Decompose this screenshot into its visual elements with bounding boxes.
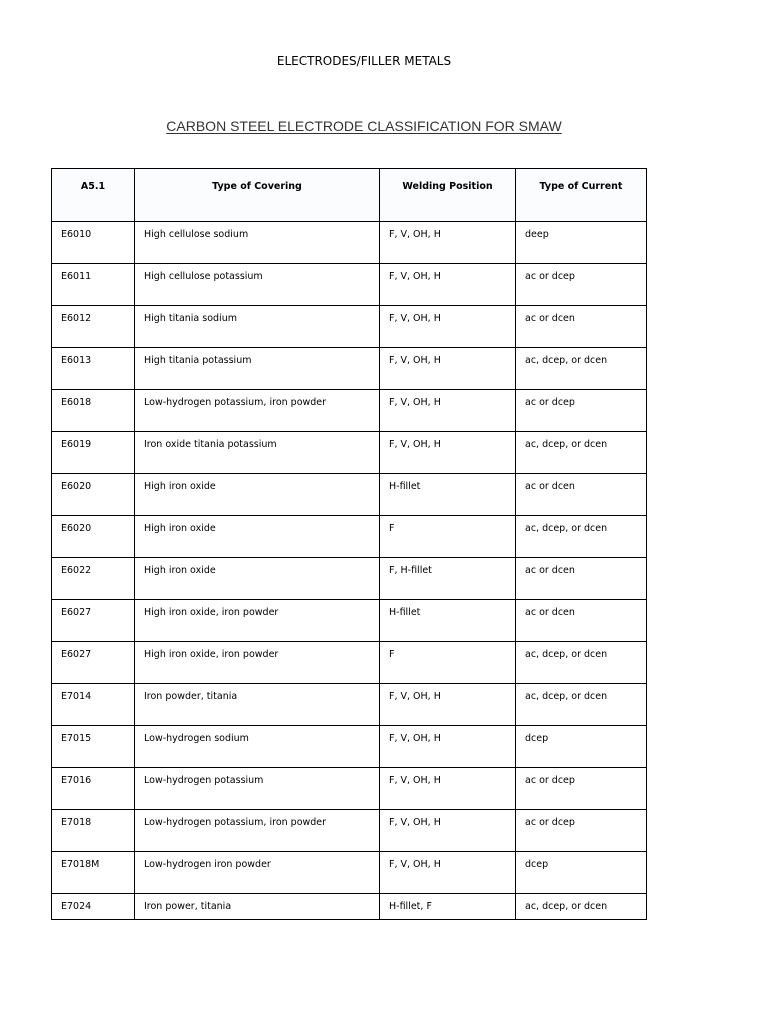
cell-type-of-current: deep (516, 222, 647, 264)
cell-welding-position: H-fillet (380, 600, 516, 642)
cell-type-of-covering: High iron oxide (135, 516, 380, 558)
table-body (52, 222, 647, 920)
table-row (52, 348, 647, 390)
cell-type-of-current: ac or dcen (516, 474, 647, 516)
cell-type-of-current: ac or dcen (516, 306, 647, 348)
column-header-type-of-current: Type of Current (516, 169, 647, 222)
table-row (52, 768, 647, 810)
cell-type-of-current: ac or dcen (516, 600, 647, 642)
cell-welding-position: H-fillet (380, 474, 516, 516)
cell-type-of-covering: High cellulose potassium (135, 264, 380, 306)
table-row (52, 474, 647, 516)
cell-welding-position: F, V, OH, H (380, 852, 516, 894)
cell-welding-position: F, V, OH, H (380, 390, 516, 432)
cell-welding-position: H-fillet, F (380, 894, 516, 920)
cell-a51: E7024 (52, 894, 135, 920)
cell-type-of-covering: High titania potassium (135, 348, 380, 390)
table-row (52, 600, 647, 642)
cell-type-of-covering: Low-hydrogen iron powder (135, 852, 380, 894)
cell-a51: E6027 (52, 642, 135, 684)
column-header-type-of-covering: Type of Covering (135, 169, 380, 222)
cell-type-of-current: ac, dcep, or dcen (516, 516, 647, 558)
cell-a51: E6027 (52, 600, 135, 642)
table-row (52, 432, 647, 474)
table-row (52, 810, 647, 852)
cell-a51: E7014 (52, 684, 135, 726)
cell-type-of-current: ac or dcen (516, 558, 647, 600)
cell-type-of-covering: High iron oxide (135, 558, 380, 600)
cell-a51: E6012 (52, 306, 135, 348)
cell-a51: E6020 (52, 474, 135, 516)
column-header-a51: A5.1 (52, 169, 135, 222)
cell-welding-position: F, V, OH, H (380, 432, 516, 474)
cell-type-of-covering: Iron powder, titania (135, 684, 380, 726)
table-row (52, 558, 647, 600)
cell-welding-position: F, V, OH, H (380, 684, 516, 726)
table-row (52, 726, 647, 768)
cell-a51: E6019 (52, 432, 135, 474)
table-row (52, 264, 647, 306)
cell-welding-position: F (380, 516, 516, 558)
column-header-welding-position: Welding Position (380, 169, 516, 222)
table-row (52, 684, 647, 726)
cell-a51: E7018 (52, 810, 135, 852)
cell-type-of-current: ac or dcep (516, 810, 647, 852)
table-row (52, 306, 647, 348)
cell-a51: E6022 (52, 558, 135, 600)
cell-type-of-current: ac, dcep, or dcen (516, 684, 647, 726)
page-header: ELECTRODES/FILLER METALS (276, 54, 452, 68)
cell-welding-position: F, V, OH, H (380, 306, 516, 348)
cell-type-of-covering: Low-hydrogen potassium, iron powder (135, 390, 380, 432)
electrode-classification-table (51, 168, 647, 920)
cell-type-of-current: ac or dcep (516, 264, 647, 306)
cell-a51: E6010 (52, 222, 135, 264)
cell-welding-position: F (380, 642, 516, 684)
cell-type-of-current: ac or dcep (516, 390, 647, 432)
cell-a51: E6011 (52, 264, 135, 306)
cell-type-of-current: ac, dcep, or dcen (516, 432, 647, 474)
cell-type-of-current: dcep (516, 726, 647, 768)
cell-a51: E7015 (52, 726, 135, 768)
cell-type-of-current: dcep (516, 852, 647, 894)
cell-type-of-covering: High titania sodium (135, 306, 380, 348)
document-title: CARBON STEEL ELECTRODE CLASSIFICATION FOR SMAW (166, 118, 562, 134)
cell-type-of-covering: Iron oxide titania potassium (135, 432, 380, 474)
cell-type-of-current: ac, dcep, or dcen (516, 894, 647, 920)
cell-type-of-covering: Iron power, titania (135, 894, 380, 920)
cell-type-of-covering: Low-hydrogen potassium, iron powder (135, 810, 380, 852)
cell-welding-position: F, H-fillet (380, 558, 516, 600)
table-row (52, 894, 647, 920)
cell-a51: E7018M (52, 852, 135, 894)
table-row (52, 390, 647, 432)
cell-welding-position: F, V, OH, H (380, 222, 516, 264)
table-row (52, 642, 647, 684)
cell-a51: E6018 (52, 390, 135, 432)
cell-a51: E7016 (52, 768, 135, 810)
cell-welding-position: F, V, OH, H (380, 726, 516, 768)
cell-a51: E6013 (52, 348, 135, 390)
cell-a51: E6020 (52, 516, 135, 558)
cell-type-of-current: ac, dcep, or dcen (516, 348, 647, 390)
cell-type-of-covering: Low-hydrogen potassium (135, 768, 380, 810)
table-row (52, 852, 647, 894)
cell-type-of-current: ac or dcep (516, 768, 647, 810)
table-row (52, 516, 647, 558)
cell-type-of-covering: High iron oxide (135, 474, 380, 516)
cell-welding-position: F, V, OH, H (380, 348, 516, 390)
table-header-row (52, 169, 647, 222)
cell-welding-position: F, V, OH, H (380, 768, 516, 810)
table-row (52, 222, 647, 264)
cell-type-of-covering: High iron oxide, iron powder (135, 600, 380, 642)
cell-welding-position: F, V, OH, H (380, 810, 516, 852)
cell-type-of-covering: High cellulose sodium (135, 222, 380, 264)
cell-welding-position: F, V, OH, H (380, 264, 516, 306)
cell-type-of-covering: High iron oxide, iron powder (135, 642, 380, 684)
cell-type-of-covering: Low-hydrogen sodium (135, 726, 380, 768)
cell-type-of-current: ac, dcep, or dcen (516, 642, 647, 684)
